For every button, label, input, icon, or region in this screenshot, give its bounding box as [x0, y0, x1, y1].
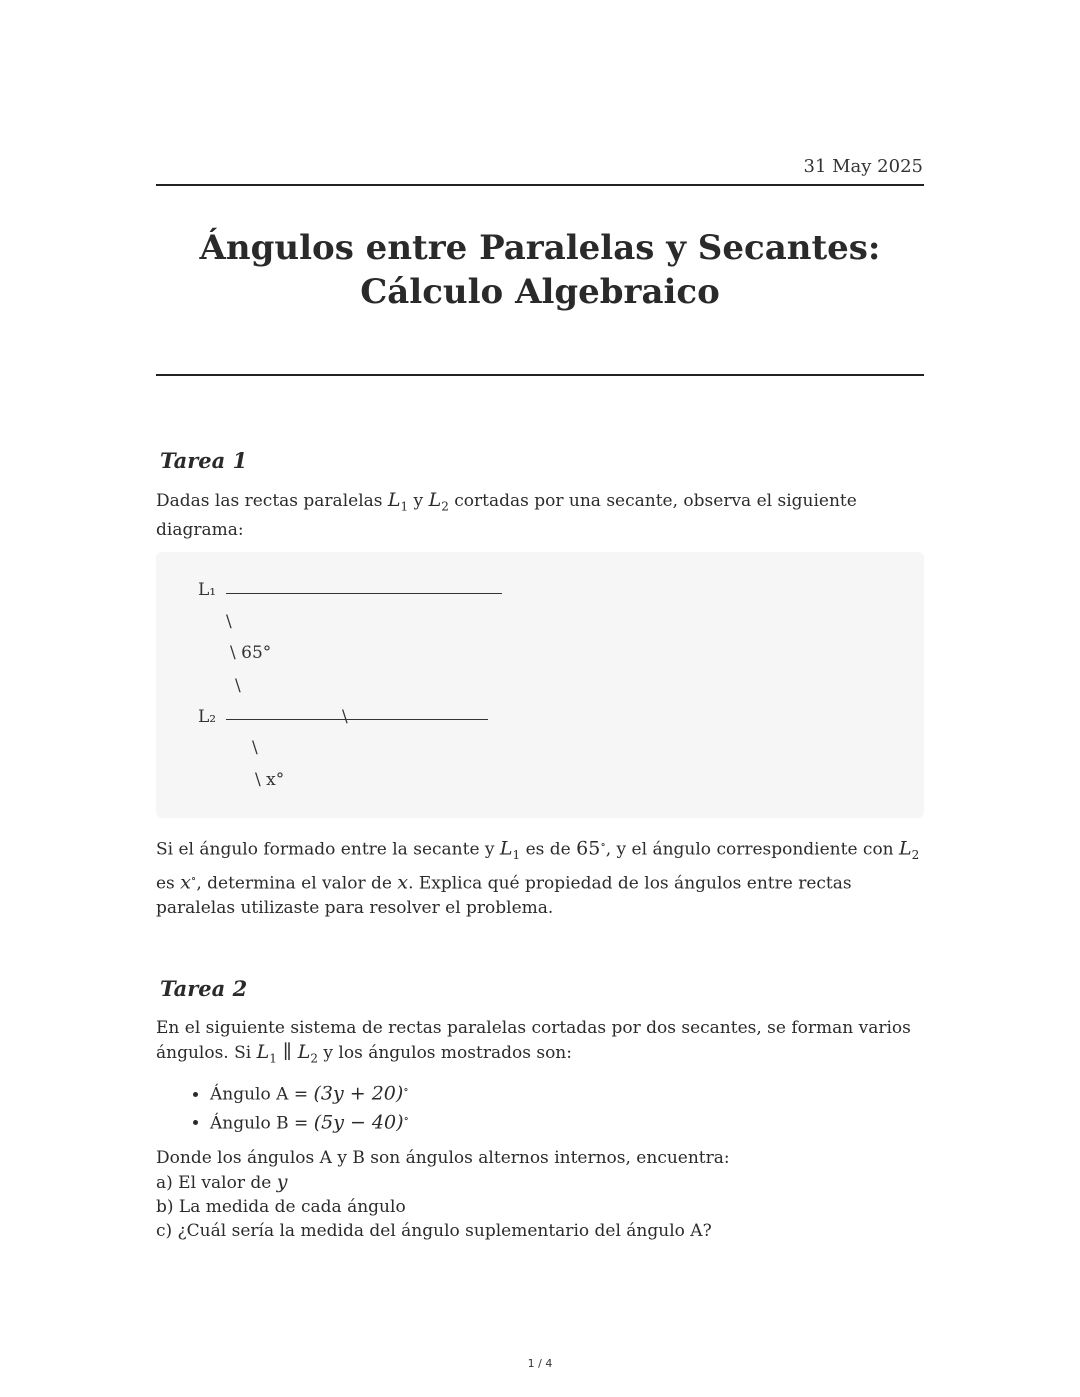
list-item: • Ángulo A = (3y + 20)∘ [210, 1078, 409, 1107]
angle-list [180, 1078, 409, 1135]
diagram-line-l1 [226, 593, 502, 594]
find-intro: Donde los ángulos A y B son ángulos alternos internos, encuentra: [156, 1148, 730, 1168]
diagram-secant-3: \ [235, 676, 241, 696]
task-2-intro: En el siguiente sistema de rectas paralelas cortadas por dos secantes, se forman varios ángulos. Si $L_1$ ∥ $L_2$ y los ángulos mostrados son: [156, 1018, 911, 1066]
question-a: a) El valor de y [156, 1171, 288, 1193]
page-number: 1 / 4 [527, 1357, 553, 1370]
task-1-intro: Dadas las rectas paralelas $L_1$ y $L_2$ cortadas por una secante, observa el siguiente diagrama: [156, 489, 857, 541]
parallel-lines-diagram [156, 552, 924, 818]
task-1-heading: Tarea 1 [160, 448, 248, 473]
list-item: • Ángulo B = (5y − 40)∘ [210, 1107, 409, 1136]
page-title: Ángulos entre Paralelas y Secantes: Cálculo Algebraico [199, 228, 881, 312]
task-2-heading: Tarea 2 [160, 976, 248, 1001]
header-divider [156, 184, 924, 186]
document-date: 31 May 2025 [803, 156, 923, 177]
task-1-question: Si el ángulo formado entre la secante y $L_1$ es de 65∘, y el ángulo correspondiente con $L_2$ es x∘, determina el valor de x. Explica qué propiedad de los ángulos entre rectas paralelas utilizaste para resolver el problema. [156, 837, 920, 918]
diagram-label-l1: L₁ [198, 580, 217, 600]
diagram-secant-1: \ [226, 612, 232, 632]
diagram-secant-4: \ [252, 738, 258, 758]
title-divider [156, 374, 924, 376]
diagram-secant-crossing: \ [342, 707, 348, 727]
task-2-instructions [156, 1146, 924, 1243]
question-b: b) La medida de cada ángulo [156, 1197, 406, 1217]
question-c: c) ¿Cuál sería la medida del ángulo suplementario del ángulo A? [156, 1221, 712, 1241]
diagram-angle-x: \ x° [255, 770, 285, 790]
diagram-line-l2 [226, 719, 488, 720]
diagram-angle-65: \ 65° [230, 643, 272, 663]
diagram-label-l2: L₂ [198, 707, 217, 727]
